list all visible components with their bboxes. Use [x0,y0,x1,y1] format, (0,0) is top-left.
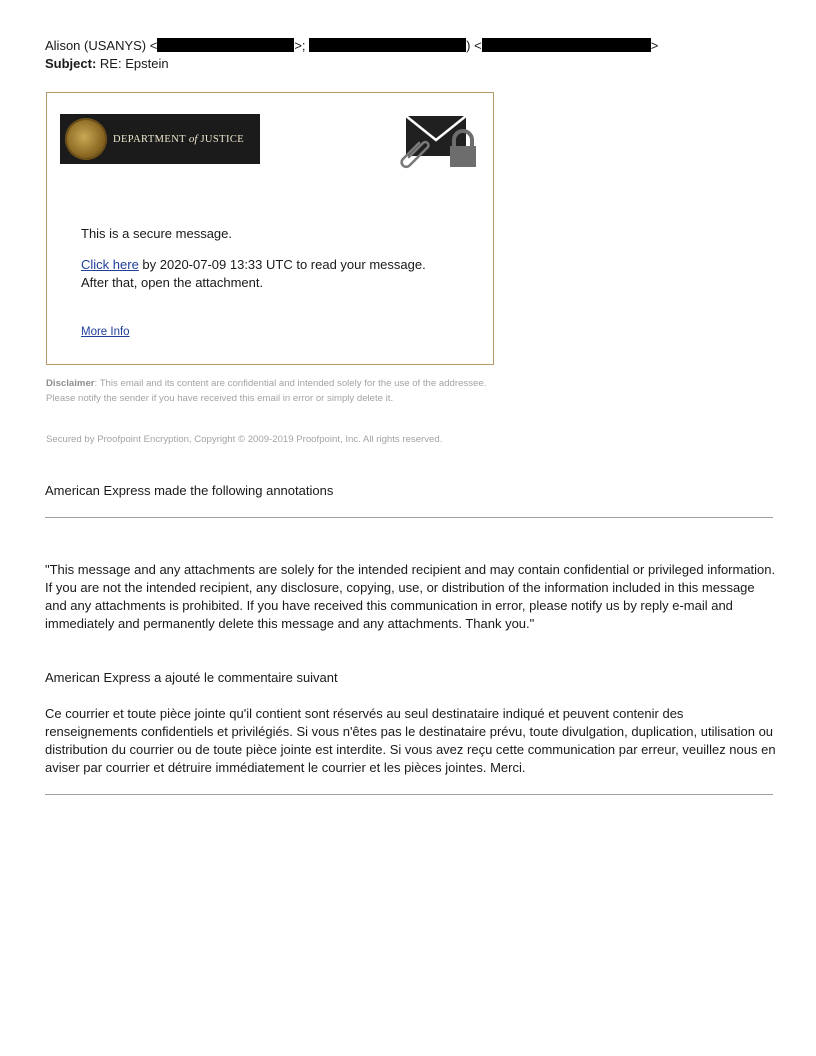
secure-message-box [46,92,494,365]
recipient-separator: ) < [466,38,482,53]
open-attachment-text: After that, open the attachment. [81,275,264,290]
recipient-separator: >; [294,38,310,53]
subject-value: RE: Epstein [99,56,169,71]
proofpoint-copyright: Secured by Proofpoint Encryption, Copyright © 2009-2019 Proofpoint, Inc. All rights reserved. [46,434,443,445]
disclaimer [46,376,498,406]
divider [45,794,773,795]
disclaimer-text: : This email and its content are confidential and intended solely for the use of the addressee. Please notify the sender if you have received this email in error or simply delete it. [46,378,487,404]
subject-label: Subject: [45,56,97,71]
amex-annotation-heading: American Express made the following annotations [45,483,334,498]
doj-logo [60,114,260,164]
click-here-link[interactable]: Click here [81,257,139,272]
secure-message-text: This is a secure message. [81,226,233,241]
recipient-name: Alison (USANYS) < [45,38,158,53]
to-line [45,37,658,54]
click-here-line [81,256,426,274]
redaction-bar [157,38,294,52]
amex-french-body: Ce courrier et toute pièce jointe qu'il contient sont réservés au seul destinataire indiqué et peuvent contenir des renseignements confidentiels et privilégiés. Si vous n'êtes pas le destinataire prévu, toute divulgation, duplication, utilisation ou distribution du courrier ou de toute pièce jointe est interdite. Si vous avez reçu cette communication par erreur, veuillez nous en aviser par courrier et détruire immédiatement le courrier et les pièces jointes. Merci. [45,706,776,775]
more-info-link[interactable]: More Info [81,326,130,338]
click-here-rest: by 2020-07-09 13:33 UTC to read your message. [138,257,426,272]
amex-annotation-body: "This message and any attachments are solely for the intended recipient and may contain confidential or privileged information. If you are not the intended recipient, any disclosure, copying, use, or distribution of the information included in this message and any attachments is prohibited. If you have received this communication in error, please notify us by reply e-mail and immediately and permanently delete this message and any attachments. Thank you." [45,562,776,631]
recipient-end: > [650,38,659,53]
disclaimer-label: Disclaimer [46,378,95,389]
redaction-bar [309,38,466,52]
amex-french-heading: American Express a ajouté le commentaire suivant [45,670,338,685]
subject-line [45,55,169,72]
envelope-attachment-lock-icon [397,113,479,169]
doj-seal-icon [65,118,107,160]
redaction-bar [482,38,651,52]
doj-logo-text: DEPARTMENT of JUSTICE [113,133,245,145]
divider [45,517,773,518]
